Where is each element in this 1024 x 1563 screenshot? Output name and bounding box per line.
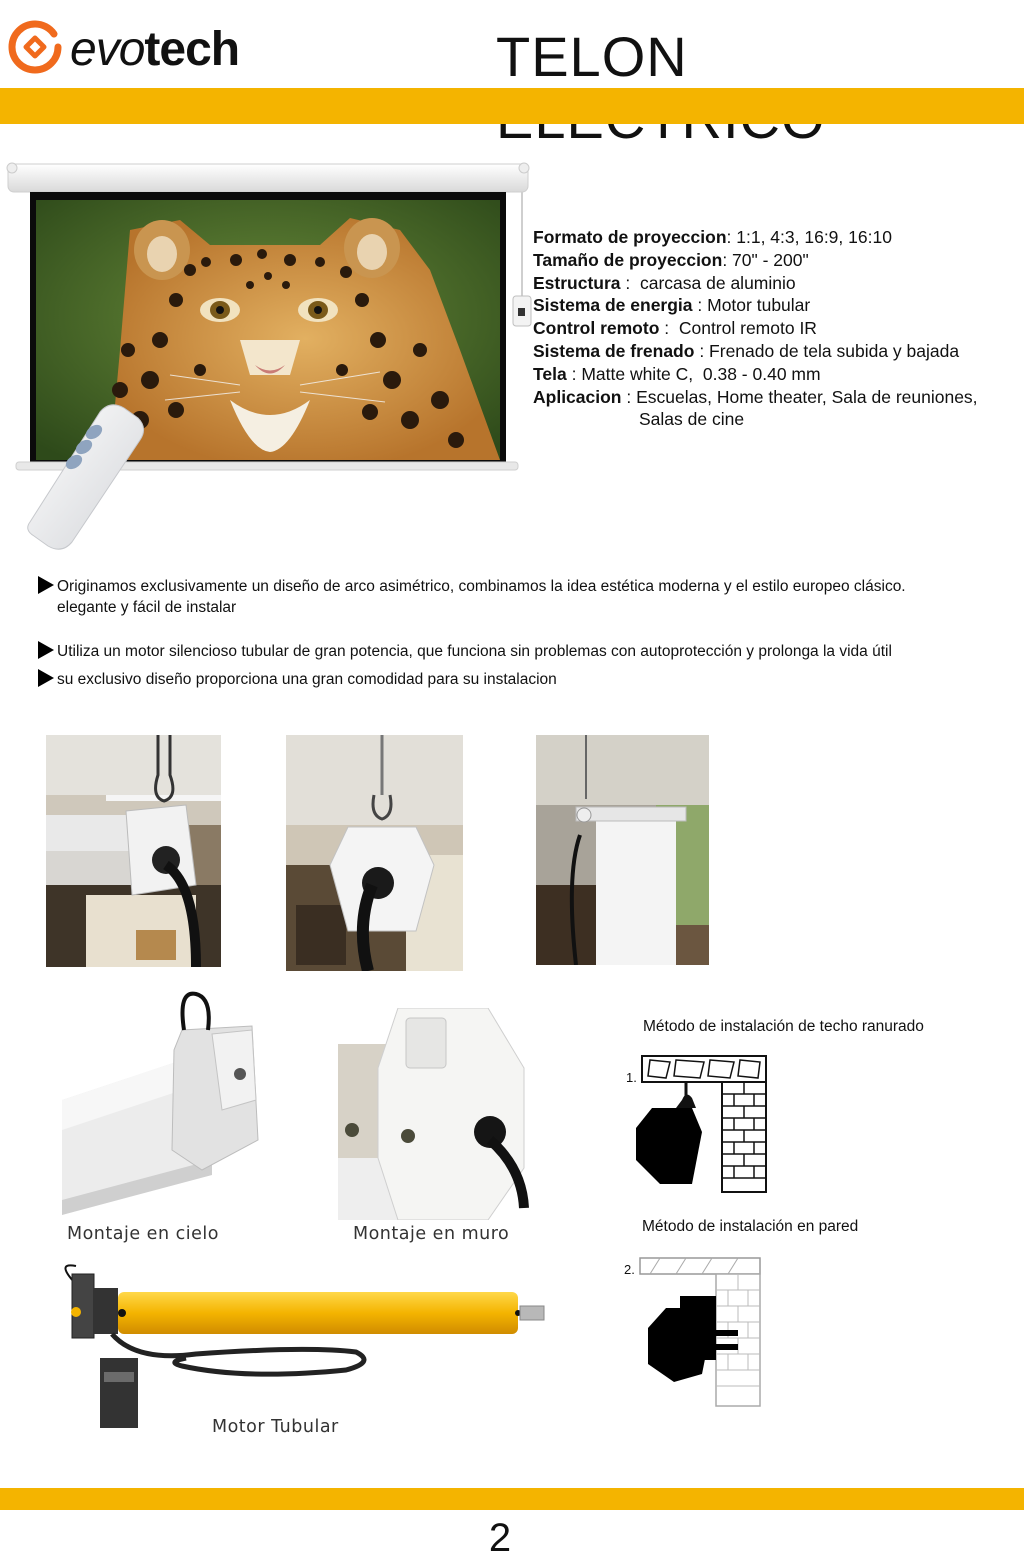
footer-band bbox=[0, 1488, 1024, 1510]
spec-label: Sistema de frenado bbox=[533, 340, 695, 361]
bullet-text-cont: elegante y fácil de instalar bbox=[57, 599, 237, 616]
method-wall-title: Método de instalación en pared bbox=[642, 1218, 859, 1235]
spec-sep: : bbox=[566, 363, 582, 384]
spec-label: Sistema de energia bbox=[533, 295, 693, 316]
spec-label: Tamaño de proyeccion bbox=[533, 249, 723, 270]
page-number: 2 bbox=[488, 1516, 512, 1560]
caption-ceiling-mount: Montaje en cielo bbox=[67, 1224, 219, 1244]
spec-row bbox=[533, 340, 1023, 363]
spec-row bbox=[533, 363, 1023, 386]
spec-row bbox=[533, 272, 1023, 295]
brand-logo bbox=[70, 22, 239, 78]
spec-sep: : bbox=[694, 340, 710, 361]
spec-label: Formato de proyeccion bbox=[533, 227, 727, 247]
method-ceiling-number: 1. bbox=[626, 1070, 637, 1085]
spec-sep: : bbox=[621, 386, 637, 407]
spec-sep: : bbox=[620, 272, 640, 293]
feature-bullet bbox=[38, 669, 1018, 690]
page-title: TELON bbox=[496, 25, 688, 88]
spec-label: Aplicacion bbox=[533, 386, 622, 407]
ceiling-mount-image bbox=[62, 990, 262, 1215]
wall-mount-image bbox=[338, 1008, 530, 1220]
method-wall-number: 2. bbox=[624, 1262, 635, 1277]
spec-row bbox=[533, 317, 1023, 340]
spec-value: carcasa de aluminio bbox=[639, 272, 796, 293]
spec-sep: : bbox=[726, 227, 737, 247]
spec-label: Control remoto bbox=[533, 318, 660, 339]
play-triangle-icon bbox=[38, 576, 54, 594]
feature-bullet bbox=[38, 641, 1018, 662]
bullet-text: su exclusivo diseño proporciona una gran comodidad para su instalacion bbox=[57, 671, 557, 688]
spec-label: Tela bbox=[533, 363, 567, 384]
bullet-text: Originamos exclusivamente un diseño de arco asimétrico, combinamos la idea estética moderna y el estilo europeo clásico. bbox=[57, 578, 906, 595]
logo-icon bbox=[8, 20, 62, 74]
spec-label: Estructura bbox=[533, 272, 621, 293]
header-band bbox=[0, 88, 1024, 124]
spec-value: Frenado de tela subida y bajada bbox=[709, 340, 960, 361]
spec-value: Motor tubular bbox=[707, 295, 811, 316]
projection-screen-image bbox=[0, 150, 545, 550]
spec-value: 70" - 200" bbox=[732, 249, 809, 270]
spec-sep: : bbox=[692, 295, 708, 316]
wall-method-diagram bbox=[636, 1250, 766, 1410]
spec-value: Control remoto IR bbox=[678, 318, 817, 339]
play-triangle-icon bbox=[38, 669, 54, 687]
spec-sep: : bbox=[659, 318, 679, 339]
ceiling-method-diagram bbox=[630, 1050, 772, 1196]
feature-bullet bbox=[38, 576, 1018, 618]
caption-wall-mount: Montaje en muro bbox=[353, 1224, 510, 1244]
spec-row bbox=[533, 226, 1023, 249]
tubular-motor-image bbox=[46, 1262, 550, 1434]
spec-row bbox=[533, 294, 1023, 317]
spec-continuation: Salas de cine bbox=[639, 409, 745, 430]
logo-light: evo bbox=[70, 23, 145, 76]
play-triangle-icon bbox=[38, 641, 54, 659]
spec-row bbox=[533, 249, 1023, 272]
spec-value: 1:1, 4:3, 16:9, 16:10 bbox=[736, 227, 892, 247]
install-photo-1 bbox=[46, 735, 221, 967]
method-ceiling-title: Método de instalación de techo ranurado bbox=[643, 1018, 924, 1035]
spec-sep: : bbox=[722, 249, 733, 270]
spec-value: Matte white C, 0.38 - 0.40 mm bbox=[581, 363, 821, 384]
install-photo-2 bbox=[286, 735, 463, 971]
spec-value: Escuelas, Home theater, Sala de reuniones, bbox=[636, 386, 978, 407]
spec-row bbox=[533, 386, 1023, 409]
bullet-text: Utiliza un motor silencioso tubular de gran potencia, que funciona sin problemas con autoprotección y prolonga la vida útil bbox=[57, 643, 892, 660]
spec-list bbox=[533, 226, 1023, 431]
install-photo-3 bbox=[536, 735, 709, 965]
logo-bold: tech bbox=[144, 23, 240, 76]
caption-motor: Motor Tubular bbox=[212, 1417, 339, 1437]
